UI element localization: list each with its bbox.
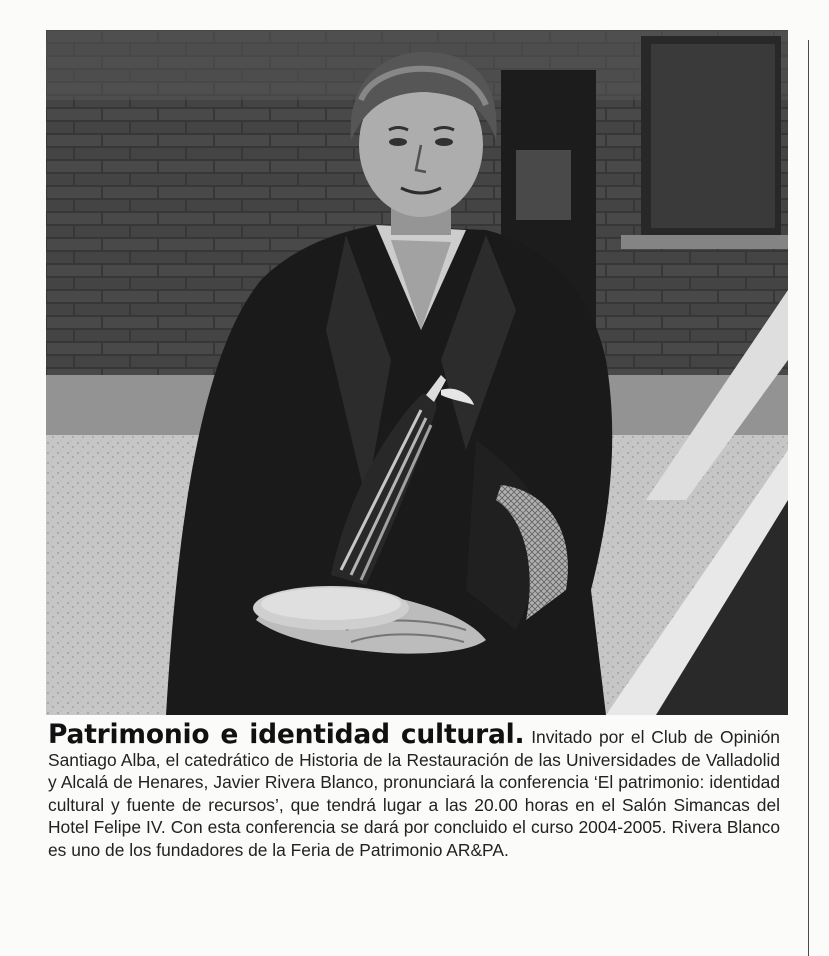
column-rule [808, 40, 809, 956]
article-headline: Patrimonio e identidad cultural. [48, 719, 525, 750]
article-paragraph [48, 719, 780, 862]
article-body: Invitado por el Club de Opinión Santiago Alba, el catedrático de Historia de la Restauración de las Universidades de Valladolid y Alcalá de Henares, Javier Rivera Blanco, pronunciará la conferencia ‘El patrimonio: identidad cultural y fuente de recursos’, que tendrá lugar a las 20.00 horas en el Salón Simancas del Hotel Felipe IV. Con esta conferencia se dará por concluido el curso 2004-2005. Rivera Blanco es uno de los fundadores de la Feria de Patrimonio AR&PA. [48, 727, 780, 860]
man-holding-trophy-photo [46, 30, 788, 715]
article-caption [48, 719, 780, 862]
